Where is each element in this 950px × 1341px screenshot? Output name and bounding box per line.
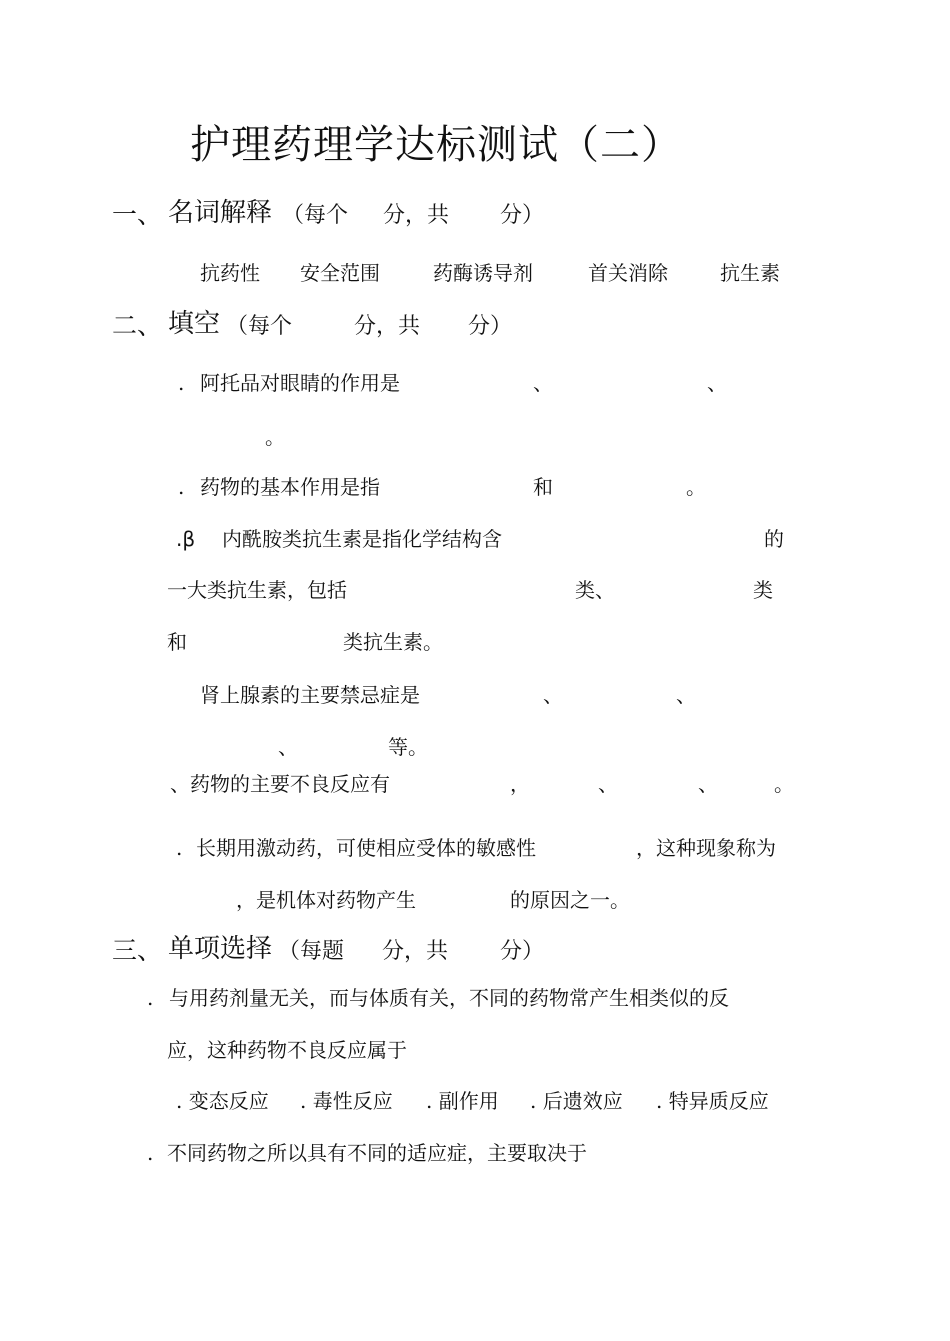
blank-and: 和 xyxy=(533,475,553,499)
question-dot: . xyxy=(147,986,154,1010)
question-text-line2-end: 的原因之一。 xyxy=(510,888,630,912)
blank-end: 等。 xyxy=(388,735,428,759)
section-1-title: 名词解释 xyxy=(168,198,273,228)
question-dot: . xyxy=(178,371,185,395)
section-2-score-b: 分，共 xyxy=(354,314,421,339)
blank-end: 。 xyxy=(265,425,285,449)
question-text: 、药物的主要不良反应有 xyxy=(170,772,390,796)
section-1-number: 一、 xyxy=(112,200,163,229)
blank-suffix: 类 xyxy=(753,578,773,602)
blank-separator: 、 xyxy=(676,683,696,707)
section-3-score-a: （每题 xyxy=(278,939,345,964)
term-item: 抗药性 xyxy=(200,261,260,285)
blank-separator: 、 xyxy=(278,735,298,759)
option-item: . 后遗效应 xyxy=(530,1089,623,1113)
question-text-line2: 一大类抗生素，包括 xyxy=(167,578,347,602)
blank-separator: 、 xyxy=(698,772,718,796)
question-dot: . xyxy=(147,1141,154,1165)
question-dot: . xyxy=(178,475,185,499)
term-item: 安全范围 xyxy=(300,261,380,285)
option-item: . 毒性反应 xyxy=(300,1089,393,1113)
section-1-score-a: （每个 xyxy=(282,203,349,228)
blank-separator: 、 xyxy=(598,772,618,796)
option-item: . 变态反应 xyxy=(176,1089,269,1113)
term-item: 首关消除 xyxy=(588,261,668,285)
blank-separator: 、 xyxy=(543,683,563,707)
question-text: 与用药剂量无关，而与体质有关，不同的药物常产生相类似的反 xyxy=(169,986,729,1010)
question-text-line2: ，是机体对药物产生 xyxy=(236,888,416,912)
blank-end: 。 xyxy=(774,772,794,796)
page-title: 护理药理学达标测试（二） xyxy=(190,122,682,168)
section-1-score-c: 分） xyxy=(500,203,545,228)
blank-end: 类抗生素。 xyxy=(343,630,443,654)
question-text: 药物的基本作用是指 xyxy=(200,475,380,499)
section-3-score-b: 分，共 xyxy=(382,939,449,964)
blank-end: 。 xyxy=(686,475,706,499)
question-dot: .β xyxy=(176,527,196,551)
blank-separator: 、 xyxy=(533,371,553,395)
option-item: . 特异质反应 xyxy=(656,1089,769,1113)
section-3-title: 单项选择 xyxy=(168,934,273,964)
question-dot: . xyxy=(176,836,183,860)
question-text: 不同药物之所以具有不同的适应症，主要取决于 xyxy=(167,1141,587,1165)
blank-suffix: 类、 xyxy=(575,578,615,602)
question-text-mid: ，这种现象称为 xyxy=(636,836,776,860)
section-2-title: 填空 xyxy=(168,309,221,339)
question-text-line2: 应，这种药物不良反应属于 xyxy=(167,1038,407,1062)
blank-separator: 、 xyxy=(707,371,727,395)
section-3-score-c: 分） xyxy=(500,939,545,964)
blank-suffix: 的 xyxy=(764,527,784,551)
section-1-score-b: 分，共 xyxy=(383,203,450,228)
section-2-score-c: 分） xyxy=(468,314,513,339)
term-item: 药酶诱导剂 xyxy=(433,261,533,285)
question-text: 长期用激动药，可使相应受体的敏感性 xyxy=(196,836,536,860)
option-item: . 副作用 xyxy=(426,1089,499,1113)
blank-and: 和 xyxy=(167,630,187,654)
question-text: 阿托品对眼睛的作用是 xyxy=(200,371,400,395)
section-3-number: 三、 xyxy=(112,936,163,965)
term-item: 抗生素 xyxy=(720,261,780,285)
question-text: 内酰胺类抗生素是指化学结构含 xyxy=(222,527,502,551)
question-text: 肾上腺素的主要禁忌症是 xyxy=(200,683,420,707)
blank-separator: ， xyxy=(510,772,530,796)
section-2-score-a: （每个 xyxy=(226,314,293,339)
section-2-number: 二、 xyxy=(112,311,163,340)
